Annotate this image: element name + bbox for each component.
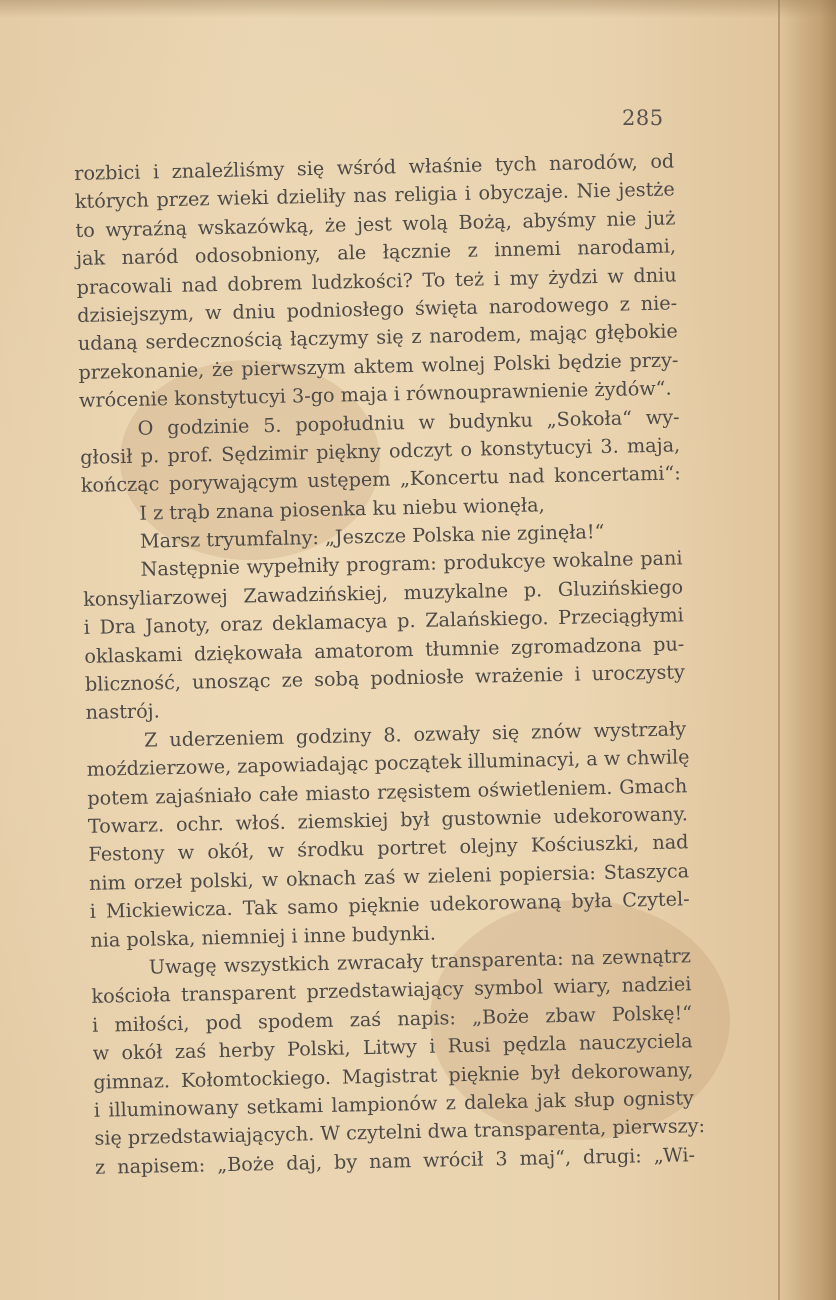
text-line: bliczność, unosząc ze sobą podniosłe wrażenie i uroczysty xyxy=(84,660,686,696)
text-line: w okół zaś herby Polski, Litwy i Rusi pędzla nauczyciela xyxy=(92,1029,693,1065)
text-line: i Mickiewicza. Tak samo pięknie udekorowaną była Czytel- xyxy=(89,887,690,923)
page-top-shadow xyxy=(0,0,836,18)
text-line: się przedstawiających. W czytelni dwa transparenta, pierwszy: xyxy=(94,1114,706,1151)
text-line: kościoła transparent przedstawiający symbol wiary, nadziei xyxy=(91,972,692,1009)
text-line: przekonanie, że pierwszym aktem wolnej Polski będzie przy- xyxy=(78,348,679,384)
text-line: potem zajaśniało całe miasto rzęsistem oświetleniem. Gmach xyxy=(87,773,688,810)
text-line: Następnie wypełniły program: produkcye wokalne pani xyxy=(140,546,683,582)
text-line: z napisem: „Boże daj, by nam wrócił 3 maj“, drugi: „Wi- xyxy=(94,1142,696,1179)
text-line: i miłości, pod spodem zaś napis: „Boże zbaw Polskę!“ xyxy=(91,1000,693,1037)
text-line: których przez wieki dzieliły nas religia i obyczaje. Nie jestże xyxy=(74,177,675,214)
text-line: oklaskami dziękowała amatorom tłumnie zgromadzona pu- xyxy=(84,631,685,668)
page-number: 285 xyxy=(622,106,664,130)
body-text xyxy=(74,147,706,1181)
page-fold-line xyxy=(778,0,780,1300)
text-line: O godzinie 5. popołudniu w budynku „Sokoła“ wy- xyxy=(137,404,680,440)
text-line: głosił p. prof. Sędzimir piękny odczyt o konstytucyi 3. maja, xyxy=(79,433,681,469)
text-line: Marsz tryumfalny: „Jeszcze Polska nie zginęła!“ xyxy=(139,520,605,553)
text-line: to wyraźną wskazówką, że jest wolą Bożą, abyśmy nie już xyxy=(75,206,676,242)
text-line: moździerzowe, zapowiadając początek illuminacyi, a w chwilę xyxy=(86,745,690,782)
text-line: i illuminowany setkami lampionów z daleka jak słup ognisty xyxy=(93,1086,695,1122)
text-line: udaną serdecznością łączymy się z narodem, mając głębokie xyxy=(77,319,678,356)
text-line: gimnaz. Kołomtockiego. Magistrat pięknie był dekorowany, xyxy=(93,1057,694,1094)
text-line: Uwagę wszystkich zwracały transparenta: na zewnątrz xyxy=(148,944,692,979)
text-line: nim orzeł polski, w oknach zaś w zieleni popiersia: Staszyca xyxy=(88,859,690,895)
page-right-edge-shading xyxy=(780,0,836,1300)
text-line: i Dra Janoty, oraz deklamacya p. Zalańskiego. Przeciągłymi xyxy=(83,603,684,640)
text-line: dzisiejszym, w dniu podniosłego święta narodowego z nie- xyxy=(77,291,678,327)
text-line: nastrój. xyxy=(85,699,160,725)
text-line: Towarz. ochr. włoś. ziemskiej był gustownie udekorowany. xyxy=(87,802,689,838)
text-line: I z trąb znana piosenka ku niebu wionęła, xyxy=(139,492,545,525)
text-line: kończąc porywającym ustępem „Koncertu nad koncertami“: xyxy=(80,461,681,498)
text-line: pracowali nad dobrem ludzkości? To też i my żydzi w dniu xyxy=(76,262,677,299)
text-line: wrócenie konstytucyi 3-go maja i równouprawnienie żydów“. xyxy=(78,376,672,413)
text-line: Festony w okół, w środku portret olejny Kościuszki, nad xyxy=(88,830,689,867)
text-line: rozbici i znaleźliśmy się wśród właśnie tych narodów, od xyxy=(74,149,675,185)
text-line: nia polska, niemniej i inne budynki. xyxy=(90,921,437,952)
text-line: Z uderzeniem godziny 8. ozwały się znów wystrzały xyxy=(143,717,687,752)
text-line: jak naród odosobniony, ale łącznie z innemi narodami, xyxy=(75,234,677,271)
text-line: konsyliarzowej Zawadzińskiej, muzykalne p. Gluzińskiego xyxy=(82,575,684,611)
